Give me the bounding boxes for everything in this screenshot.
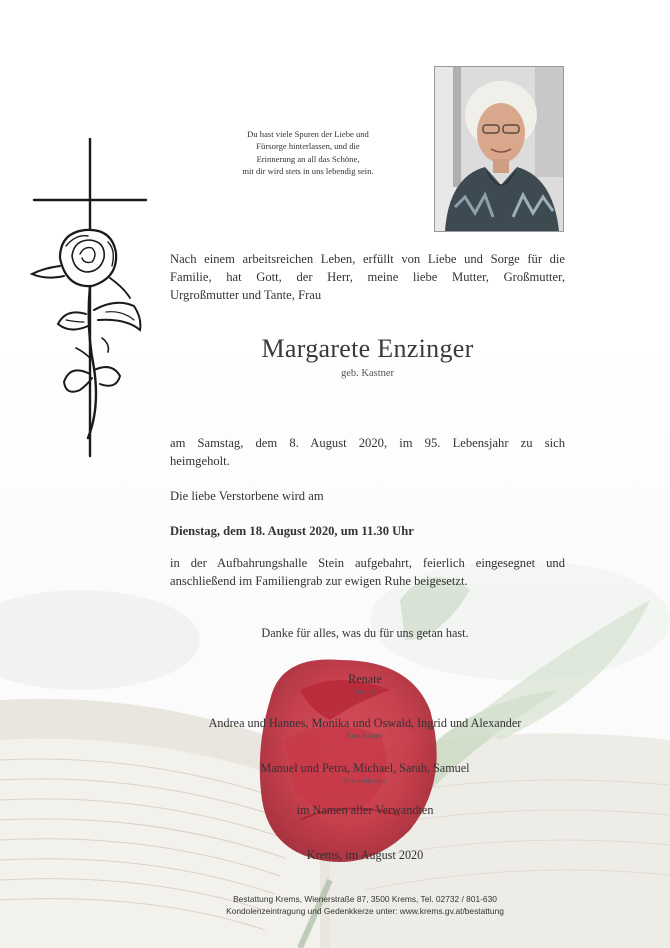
mourner-names: Andrea und Hannes, Monika und Oswald, Ingrid und Alexander xyxy=(208,716,522,730)
funeral-home-footer xyxy=(130,893,600,917)
intro-line: Nach einem arbeitsreichen Leben, erfüllt von Liebe und Sorge für die xyxy=(170,252,565,266)
mourner-names: Renate xyxy=(348,672,382,686)
quote-line: Fürsorge hinterlassen, und die xyxy=(256,141,360,152)
mourner-role: Enkelkinder xyxy=(346,731,384,740)
mourner-group xyxy=(130,761,600,785)
mourner-group xyxy=(130,716,600,740)
ceremony-announcement: Die liebe Verstorbene wird am xyxy=(170,489,324,503)
death-notice-line: heimgeholt. xyxy=(170,454,230,468)
maiden-name: geb. Kastner xyxy=(340,368,395,379)
ceremony-details xyxy=(170,554,565,590)
death-notice-line: am Samstag, dem 8. August 2020, im 95. Lebensjahr zu sich xyxy=(170,436,565,450)
ceremony-details-line: anschließend im Familiengrab zur ewigen Ruhe beigesetzt. xyxy=(170,574,468,588)
quote-line: Erinnerung an all das Schöne, xyxy=(256,153,360,164)
mourner-role: Tochter xyxy=(353,687,377,696)
intro-line: Urgroßmutter und Tante, Frau xyxy=(170,288,322,302)
quote-line: Du hast viele Spuren der Liebe und xyxy=(247,129,369,139)
ceremony-date-time: Dienstag, dem 18. August 2020, um 11.30 Uhr xyxy=(170,524,414,538)
thanks-line: Danke für alles, was du für uns getan hast. xyxy=(261,626,469,640)
mourner-role: Urenkelkinder xyxy=(343,776,387,785)
place-and-date: Krems, im August 2020 xyxy=(306,848,424,862)
intro-paragraph xyxy=(170,250,565,304)
memorial-quote xyxy=(222,128,394,178)
footer-condolence-line: Kondolenzeintragung und Gedenkkerze unter: www.krems.gv.at/bestattung xyxy=(226,906,504,916)
mourner-names: Manuel und Petra, Michael, Sarah, Samuel xyxy=(260,761,470,775)
footer-address-line: Bestattung Krems, Wienerstraße 87, 3500 Krems, Tel. 02732 / 801-630 xyxy=(233,894,497,904)
quote-line: mit dir wird stets in uns lebendig sein. xyxy=(242,166,374,177)
mourner-group xyxy=(130,672,600,696)
death-notice-paragraph xyxy=(170,434,565,470)
ceremony-details-line: in der Aufbahrungshalle Stein aufgebahrt, feierlich eingesegnet und xyxy=(170,556,565,570)
intro-line: Familie, hat Gott, der Herr, meine liebe Mutter, Großmutter, xyxy=(170,270,565,284)
portrait-photo xyxy=(434,66,564,232)
relatives-note: im Namen aller Verwandten xyxy=(296,803,434,817)
deceased-name: Margarete Enzinger xyxy=(261,334,474,363)
cross-with-rose-icon xyxy=(30,138,150,463)
